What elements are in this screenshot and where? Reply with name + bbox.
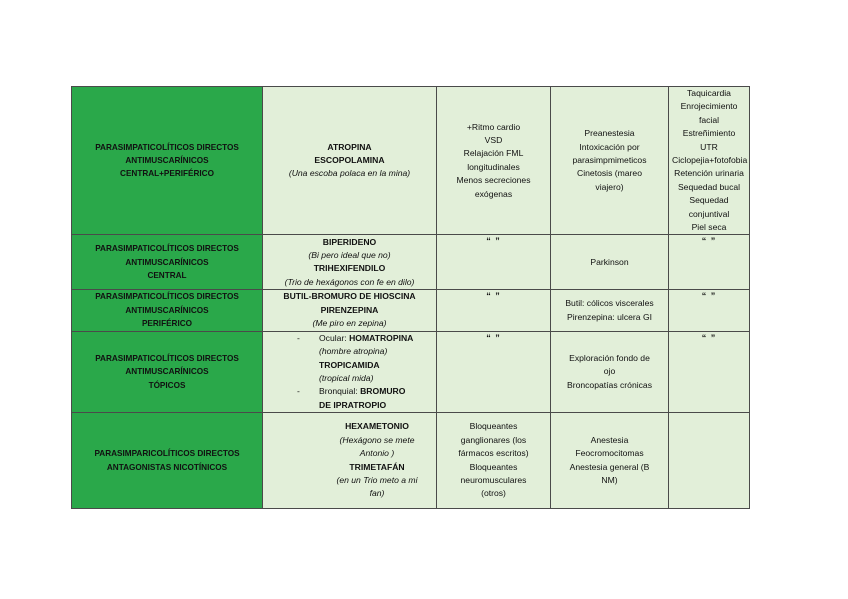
- category-line: CENTRAL+PERIFÉRICO: [120, 169, 214, 179]
- adverse-cell: [669, 413, 750, 509]
- drug-mnemonic: (tropical mida): [319, 372, 374, 383]
- category-line: PARASIMPARICOLÍTICOS DIRECTOS: [94, 449, 240, 459]
- category-cell: [72, 290, 263, 331]
- use-line: Pirenzepina: ulcera GI: [566, 311, 653, 322]
- drug-name: ESCOPOLAMINA: [314, 155, 385, 166]
- drug-name: BROMURO: [360, 386, 406, 397]
- use-line: Butil: cólicos viscerales: [565, 298, 654, 309]
- use-line: Preanestesia: [584, 128, 635, 139]
- adverse-line: Estreñimiento: [682, 128, 736, 139]
- ditto-mark: “ ”: [701, 332, 717, 343]
- drug-name: HEXAMETONIO: [345, 421, 409, 432]
- drug-name: TROPICAMIDA: [319, 359, 380, 370]
- uses-cell: [551, 331, 669, 412]
- category-line: PARASIMPATICOLÍTICOS DIRECTOS: [95, 142, 239, 152]
- effects-cell: [437, 87, 551, 235]
- effect-line: Menos secreciones: [456, 175, 531, 186]
- drug-name: TRIHEXIFENDILO: [313, 263, 386, 274]
- category-line: ANTAGONISTAS NICOTÍNICOS: [106, 462, 228, 472]
- category-line: ANTIMUSCARÍNICOS: [125, 305, 209, 315]
- drug-mnemonic: Antonio ): [359, 448, 395, 459]
- category-cell: [72, 331, 263, 412]
- drug-mnemonic: (Trio de hexágonos con fe en dilo): [284, 276, 415, 287]
- adverse-line: Piel seca: [691, 222, 727, 233]
- drug-name: DE IPRATROPIO: [319, 399, 387, 410]
- uses-cell: [551, 413, 669, 509]
- use-line: Anestesia: [590, 434, 629, 445]
- use-line: Parkinson: [590, 256, 629, 267]
- category-line: PARASIMPATICOLÍTICOS DIRECTOS: [95, 292, 239, 302]
- table-row: [72, 413, 750, 509]
- uses-cell: [551, 235, 669, 290]
- bullet-dash: -: [297, 332, 300, 343]
- use-line: Feocromocitomas: [575, 448, 644, 459]
- ditto-mark: “ ”: [701, 291, 717, 302]
- category-line: ANTIMUSCARÍNICOS: [125, 257, 209, 267]
- table-row: [72, 87, 750, 235]
- drug-mnemonic: (hombre atropina): [319, 346, 388, 357]
- adverse-cell: [669, 235, 750, 290]
- use-line: viajero): [595, 181, 624, 192]
- route-label: Bronquial:: [319, 386, 361, 397]
- drug-cell: [263, 235, 437, 290]
- drug-mnemonic: (en un Trio meto a mi: [336, 475, 418, 486]
- ditto-mark: “ ”: [701, 236, 717, 247]
- route-label: Ocular:: [319, 332, 350, 343]
- effect-line: VSD: [484, 134, 503, 145]
- adverse-line: Enrojecimiento facial: [680, 101, 738, 125]
- adverse-line: UTR: [700, 141, 718, 152]
- adverse-line: Taquicardia: [687, 88, 731, 98]
- table-row: [72, 331, 750, 412]
- table-row: [72, 290, 750, 331]
- drug-name: PIRENZEPINA: [320, 304, 379, 315]
- effect-line: neuromusculares: [460, 475, 527, 486]
- category-line: PARASIMPATICOLÍTICOS DIRECTOS: [95, 244, 239, 254]
- ditto-mark: “ ”: [486, 291, 501, 302]
- bullet-item: [263, 332, 436, 345]
- adverse-line: Sequedad bucal: [677, 181, 741, 192]
- adverse-line: Sequedad conjuntival: [688, 195, 730, 219]
- drug-name: TRIMETAFÁN: [349, 461, 405, 472]
- drug-mnemonic: (Una escoba polaca en la mina): [288, 168, 411, 179]
- effect-line: ganglionares (los: [460, 434, 527, 445]
- adverse-cell: [669, 290, 750, 331]
- drug-cell: [263, 413, 437, 509]
- effect-line: (otros): [481, 488, 506, 499]
- effects-cell: [437, 413, 551, 509]
- drug-cell: [263, 87, 437, 235]
- effects-cell: [437, 331, 551, 412]
- drug-mnemonic: (Hexágono se mete: [339, 434, 415, 445]
- adverse-line: Ciclopejia+fotofobia: [672, 155, 748, 166]
- effect-line: fármacos escritos): [458, 448, 529, 459]
- drug-name: HOMATROPINA: [349, 332, 414, 343]
- category-line: PERIFÉRICO: [141, 319, 193, 329]
- category-line: TÓPICOS: [148, 380, 186, 390]
- adverse-cell: [669, 331, 750, 412]
- use-line: NM): [601, 475, 618, 486]
- effect-line: Bloqueantes: [469, 461, 518, 472]
- drug-cell: [263, 331, 437, 412]
- adverse-cell: [669, 87, 750, 235]
- drug-name: ATROPINA: [327, 141, 372, 152]
- effect-line: +Ritmo cardio: [466, 121, 521, 132]
- effect-line: longitudinales: [467, 161, 520, 172]
- effects-cell: [437, 290, 551, 331]
- effects-cell: [437, 235, 551, 290]
- use-line: Intoxicación por: [579, 141, 640, 152]
- use-line: Broncopatías crónicas: [566, 379, 653, 390]
- category-line: PARASIMPATICOLÍTICOS DIRECTOS: [95, 353, 239, 363]
- drug-mnemonic: fan): [369, 488, 385, 499]
- use-line: Exploración fondo de: [569, 352, 650, 363]
- drug-mnemonic: (Bi pero ideal que no): [308, 250, 391, 261]
- use-line: Anestesia general (B: [569, 461, 650, 472]
- use-line: parasimpmimeticos: [572, 155, 647, 166]
- effect-line: Relajación FML: [463, 148, 524, 159]
- category-cell: [72, 235, 263, 290]
- uses-cell: [551, 87, 669, 235]
- ditto-mark: “ ”: [486, 332, 501, 343]
- use-line: ojo: [603, 366, 616, 377]
- effect-line: exógenas: [474, 188, 513, 199]
- category-line: ANTIMUSCARÍNICOS: [125, 367, 209, 377]
- drug-cell: [263, 290, 437, 331]
- drug-name: BUTIL-BROMURO DE HIOSCINA: [283, 291, 416, 302]
- category-cell: [72, 413, 263, 509]
- category-line: ANTIMUSCARÍNICOS: [125, 156, 209, 166]
- adverse-line: Retención urinaria: [674, 168, 744, 179]
- uses-cell: [551, 290, 669, 331]
- table-row: [72, 235, 750, 290]
- ditto-mark: “ ”: [486, 236, 501, 247]
- effect-line: Bloqueantes: [469, 421, 518, 432]
- bullet-dash: -: [297, 386, 300, 397]
- drug-mnemonic: (Me piro en zepina): [312, 318, 387, 329]
- pharmacology-table: [71, 86, 750, 509]
- drug-name: BIPERIDENO: [322, 236, 377, 247]
- category-line: CENTRAL: [147, 271, 187, 281]
- category-cell: [72, 87, 263, 235]
- bullet-item: [263, 385, 436, 398]
- use-line: Cinetosis (mareo: [577, 168, 642, 179]
